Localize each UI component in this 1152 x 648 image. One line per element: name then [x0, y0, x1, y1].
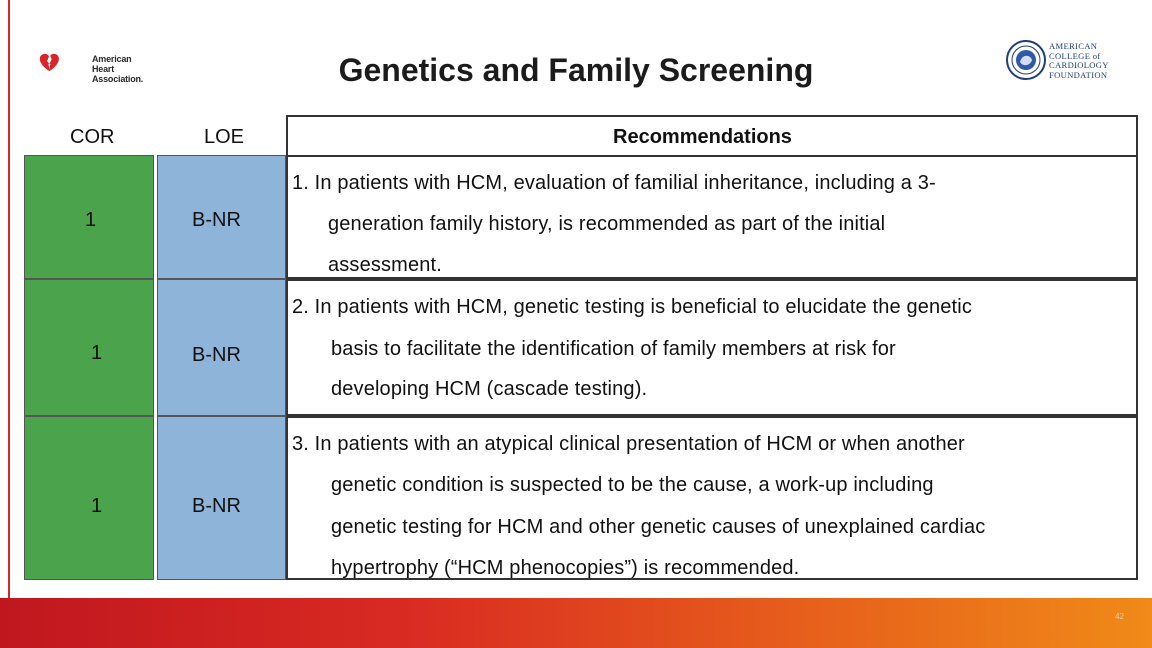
- cor-value: 1: [85, 209, 97, 231]
- recommendation-line: hypertrophy (“HCM phenocopies”) is recommended.: [331, 557, 800, 579]
- recommendation-cell: [286, 279, 1138, 416]
- loe-value: B-NR: [192, 209, 241, 231]
- cor-column-header: COR: [70, 126, 115, 148]
- aha-wordmark: American Heart Association.: [92, 54, 144, 84]
- recommendation-line: developing HCM (cascade testing).: [331, 378, 648, 400]
- recommendations-column-header: Recommendations: [613, 126, 792, 148]
- cor-cell: [24, 155, 154, 279]
- recommendation-line: 3. In patients with an atypical clinical presentation of HCM or when another: [292, 433, 965, 455]
- loe-cell: [157, 279, 286, 416]
- cor-cell: [24, 279, 154, 416]
- recommendation-line: basis to facilitate the identification of family members at risk for: [331, 338, 896, 360]
- cor-value: 1: [91, 342, 103, 364]
- footer-gradient-bar: [0, 598, 1152, 648]
- left-accent-rule: [8, 0, 10, 598]
- acc-wordmark: AMERICAN COLLEGE of CARDIOLOGY FOUNDATION: [1049, 41, 1109, 80]
- loe-cell: [157, 416, 286, 580]
- loe-cell: [157, 155, 286, 279]
- page-number: 42: [1115, 612, 1124, 621]
- cor-cell: [24, 416, 154, 580]
- loe-column-header: LOE: [204, 126, 245, 148]
- loe-value: B-NR: [192, 344, 241, 366]
- recommendation-line: genetic testing for HCM and other genetic causes of unexplained cardiac: [331, 516, 986, 538]
- page-title: Genetics and Family Screening: [338, 52, 814, 88]
- recommendation-cell: [286, 416, 1138, 580]
- loe-value: B-NR: [192, 495, 241, 517]
- recommendation-line: generation family history, is recommended as part of the initial: [328, 213, 886, 235]
- recommendation-cell: [286, 155, 1138, 279]
- cor-value: 1: [91, 495, 103, 517]
- recommendation-line: 1. In patients with HCM, evaluation of familial inheritance, including a 3-: [292, 172, 936, 194]
- recommendation-line: 2. In patients with HCM, genetic testing is beneficial to elucidate the genetic: [292, 296, 973, 318]
- recommendation-line: assessment.: [328, 254, 442, 276]
- acc-seal-icon: [1006, 40, 1046, 80]
- recommendation-line: genetic condition is suspected to be the cause, a work-up including: [331, 474, 934, 496]
